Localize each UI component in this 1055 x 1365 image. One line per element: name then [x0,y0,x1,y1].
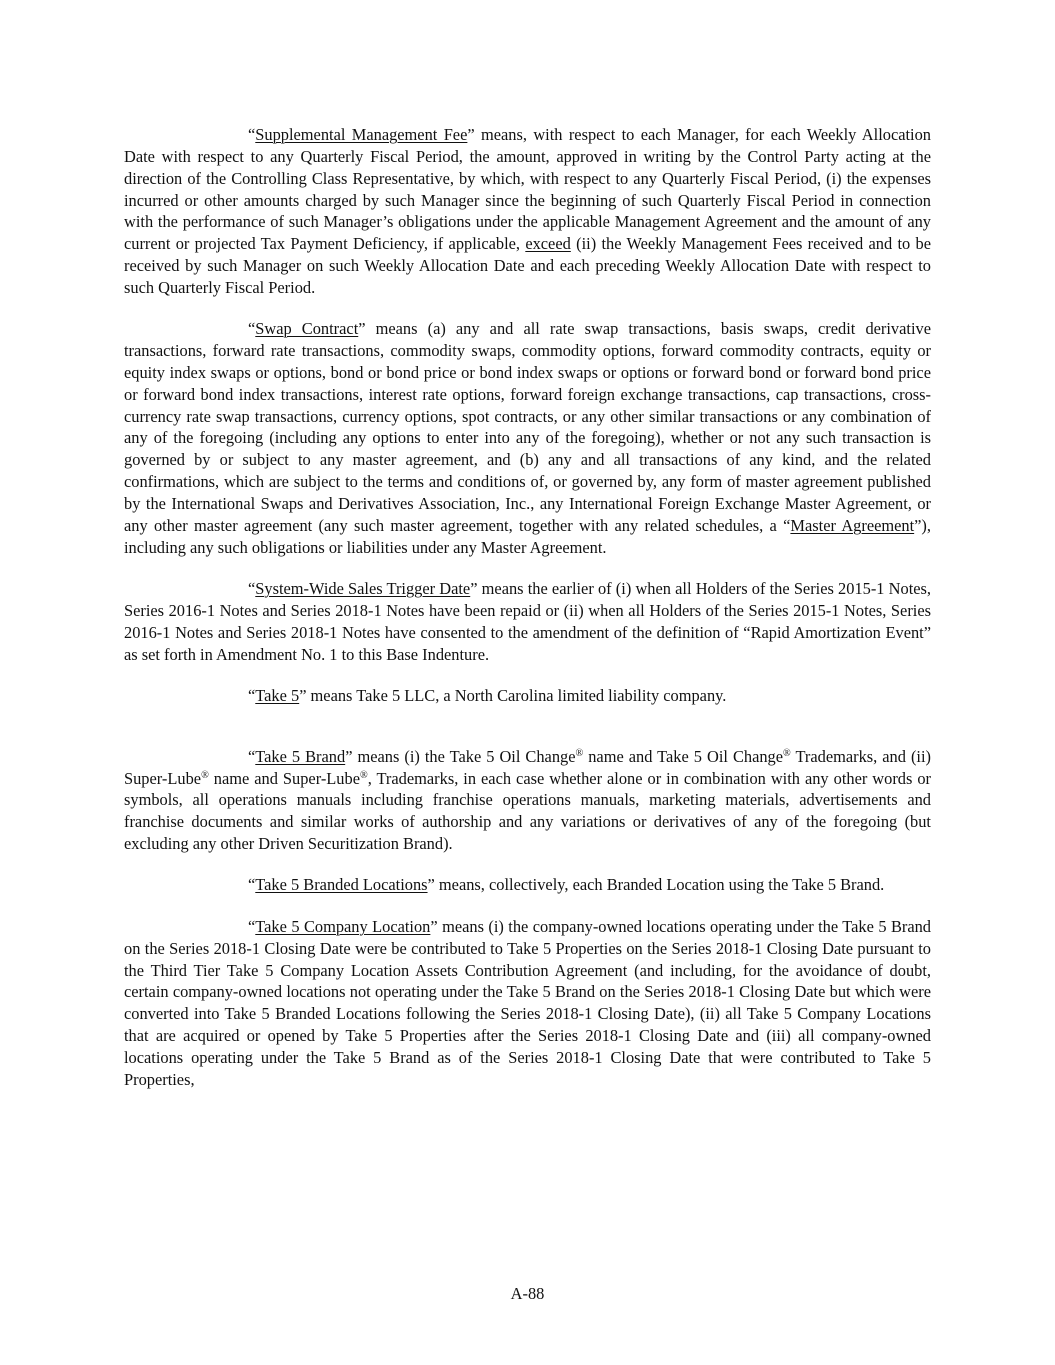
defined-term: System-Wide Sales Trigger Date [255,579,471,599]
definition-text: ” means Take 5 LLC, a North Carolina limited liability company. [299,685,727,705]
defined-term-inline: Master Agreement [790,515,915,535]
definition-text: ” means the earlier of (i) when all Holders of the Series 2015-1 Notes, Series 2016-1 Notes and Series 2018-1 Notes have been repaid or (ii) when all Holders of the Series 2015-1 Notes, Series 2016-1 Notes and Series 2018-1 Notes have consented to the amendment of the definition of “Rapid Amortization Event” as set forth in Amendment No. 1 to this Base Indenture. [124,579,932,664]
definition-text: name and Take 5 Oil Change [583,746,784,766]
definition-text: , Trademarks, in each case whether alone or in combination with any other words or symbols, all operations manuals including franchise operations manuals, marketing materials, advertisements and franchise documents and similar works of authorship and any variations or derivatives of any of the foregoing (but excluding any other Driven Securitization Brand). [124,768,932,854]
page-number: A-88 [510,1284,545,1303]
definition-take-5-company-location [124,916,931,1091]
definition-take-5 [124,685,931,707]
open-quote: “ [248,746,256,766]
defined-term: Take 5 Company Location [255,916,431,936]
definition-text: ” means, with respect to each Manager, for each Weekly Allocation Date with respect to any Quarterly Fiscal Period, the amount, approved in writing by the Control Party acting at the direction of the Controlling Class Representative, by which, with respect to any Quarterly Fiscal Period, (i) the expenses incurred or other amounts charged by such Manager since the beginning of such Quarterly Fiscal Period in connection with the performance of such Manager’s obligations under the applicable Management Agreement and the amount of any current or projected Tax Payment Deficiency, if applicable, [124,125,931,254]
definition-text: ” means (a) any and all rate swap transactions, basis swaps, credit derivative transactions, forward rate transactions, commodity swaps, commodity options, forward commodity contracts, equity or equity index swaps or options, bond or bond price or bond index swaps or options or forward bond or forward bond price or forward bond index transactions, interest rate options, forward foreign exchange transactions, cap transactions, cross-currency rate swap transactions, currency options, spot contracts, or any other similar transactions or any combination of any of the foregoing (including any options to enter into any of the foregoing), whether or not any such transaction is governed by or subject to any master agreement, and (b) any and all transactions of any kind, and the related confirmations, which are subject to the terms and conditions of, or governed by, any form of master agreement published by the International Swaps and Derivatives Association, Inc., any International Foreign Exchange Master Agreement, or any other master agreement (any such master agreement, together with any related schedules, a “ [124,319,931,535]
registered-mark: ® [783,748,791,760]
open-quote: “ [248,125,256,144]
open-quote: “ [248,319,256,339]
registered-mark: ® [359,770,368,782]
definition-text: Trademarks, and (ii) Super-Lube [124,746,931,788]
defined-term: Supplemental Management Fee [255,125,468,144]
registered-mark: ® [575,748,584,760]
definition-take-5-brand [124,746,931,855]
open-quote: “ [248,916,256,936]
definition-text: ” means (i) the company-owned locations operating under the Take 5 Brand on the Series 2018-1 Closing Date were be contributed to Take 5 Properties on the Series 2018-1 Closing Date pursuant to the Third Tier Take 5 Company Location Assets Contribution Agreement (and including, for the avoidance of doubt, certain company-owned locations not operating under the Take 5 Brand on the Series 2018-1 Closing Date but which were converted into Take 5 Branded Locations following the Series 2018-1 Closing Date), (ii) all Take 5 Company Locations that are acquired or opened by Take 5 Properties after the Series 2018-1 Closing Date and (iii) all company-owned locations operating under the Take 5 Brand as of the Series 2018-1 Closing Date that were contributed to Take 5 Properties, [124,916,931,1089]
definition-take-5-branded-locations [124,874,931,896]
definition-system-wide-sales-trigger-date [124,578,931,665]
registered-mark: ® [201,770,209,782]
open-quote: “ [248,875,256,895]
definition-swap-contract [124,318,931,558]
defined-term: Take 5 [255,685,300,705]
document-body [124,124,931,1110]
definition-text: ” means (i) the Take 5 Oil Change [345,746,576,766]
defined-term: Take 5 Branded Locations [255,875,428,895]
definition-text: name and Super-Lube [208,768,360,788]
defined-term: Swap Contract [255,319,359,339]
definition-text: ” means, collectively, each Branded Location using the Take 5 Brand. [427,875,885,895]
open-quote: “ [248,685,256,705]
underlined-word: exceed [525,234,571,254]
defined-term: Take 5 Brand [255,746,346,766]
open-quote: “ [248,579,256,599]
definition-text: (ii) the Weekly Management Fees received and to be received by such Manager on such Weekly Allocation Date and each preceding Weekly Allocation Date with respect to such Quarterly Fiscal Period. [124,234,931,297]
definition-text: ”), including any such obligations or liabilities under any Master Agreement. [124,515,931,557]
definition-supplemental-management-fee [124,124,931,299]
